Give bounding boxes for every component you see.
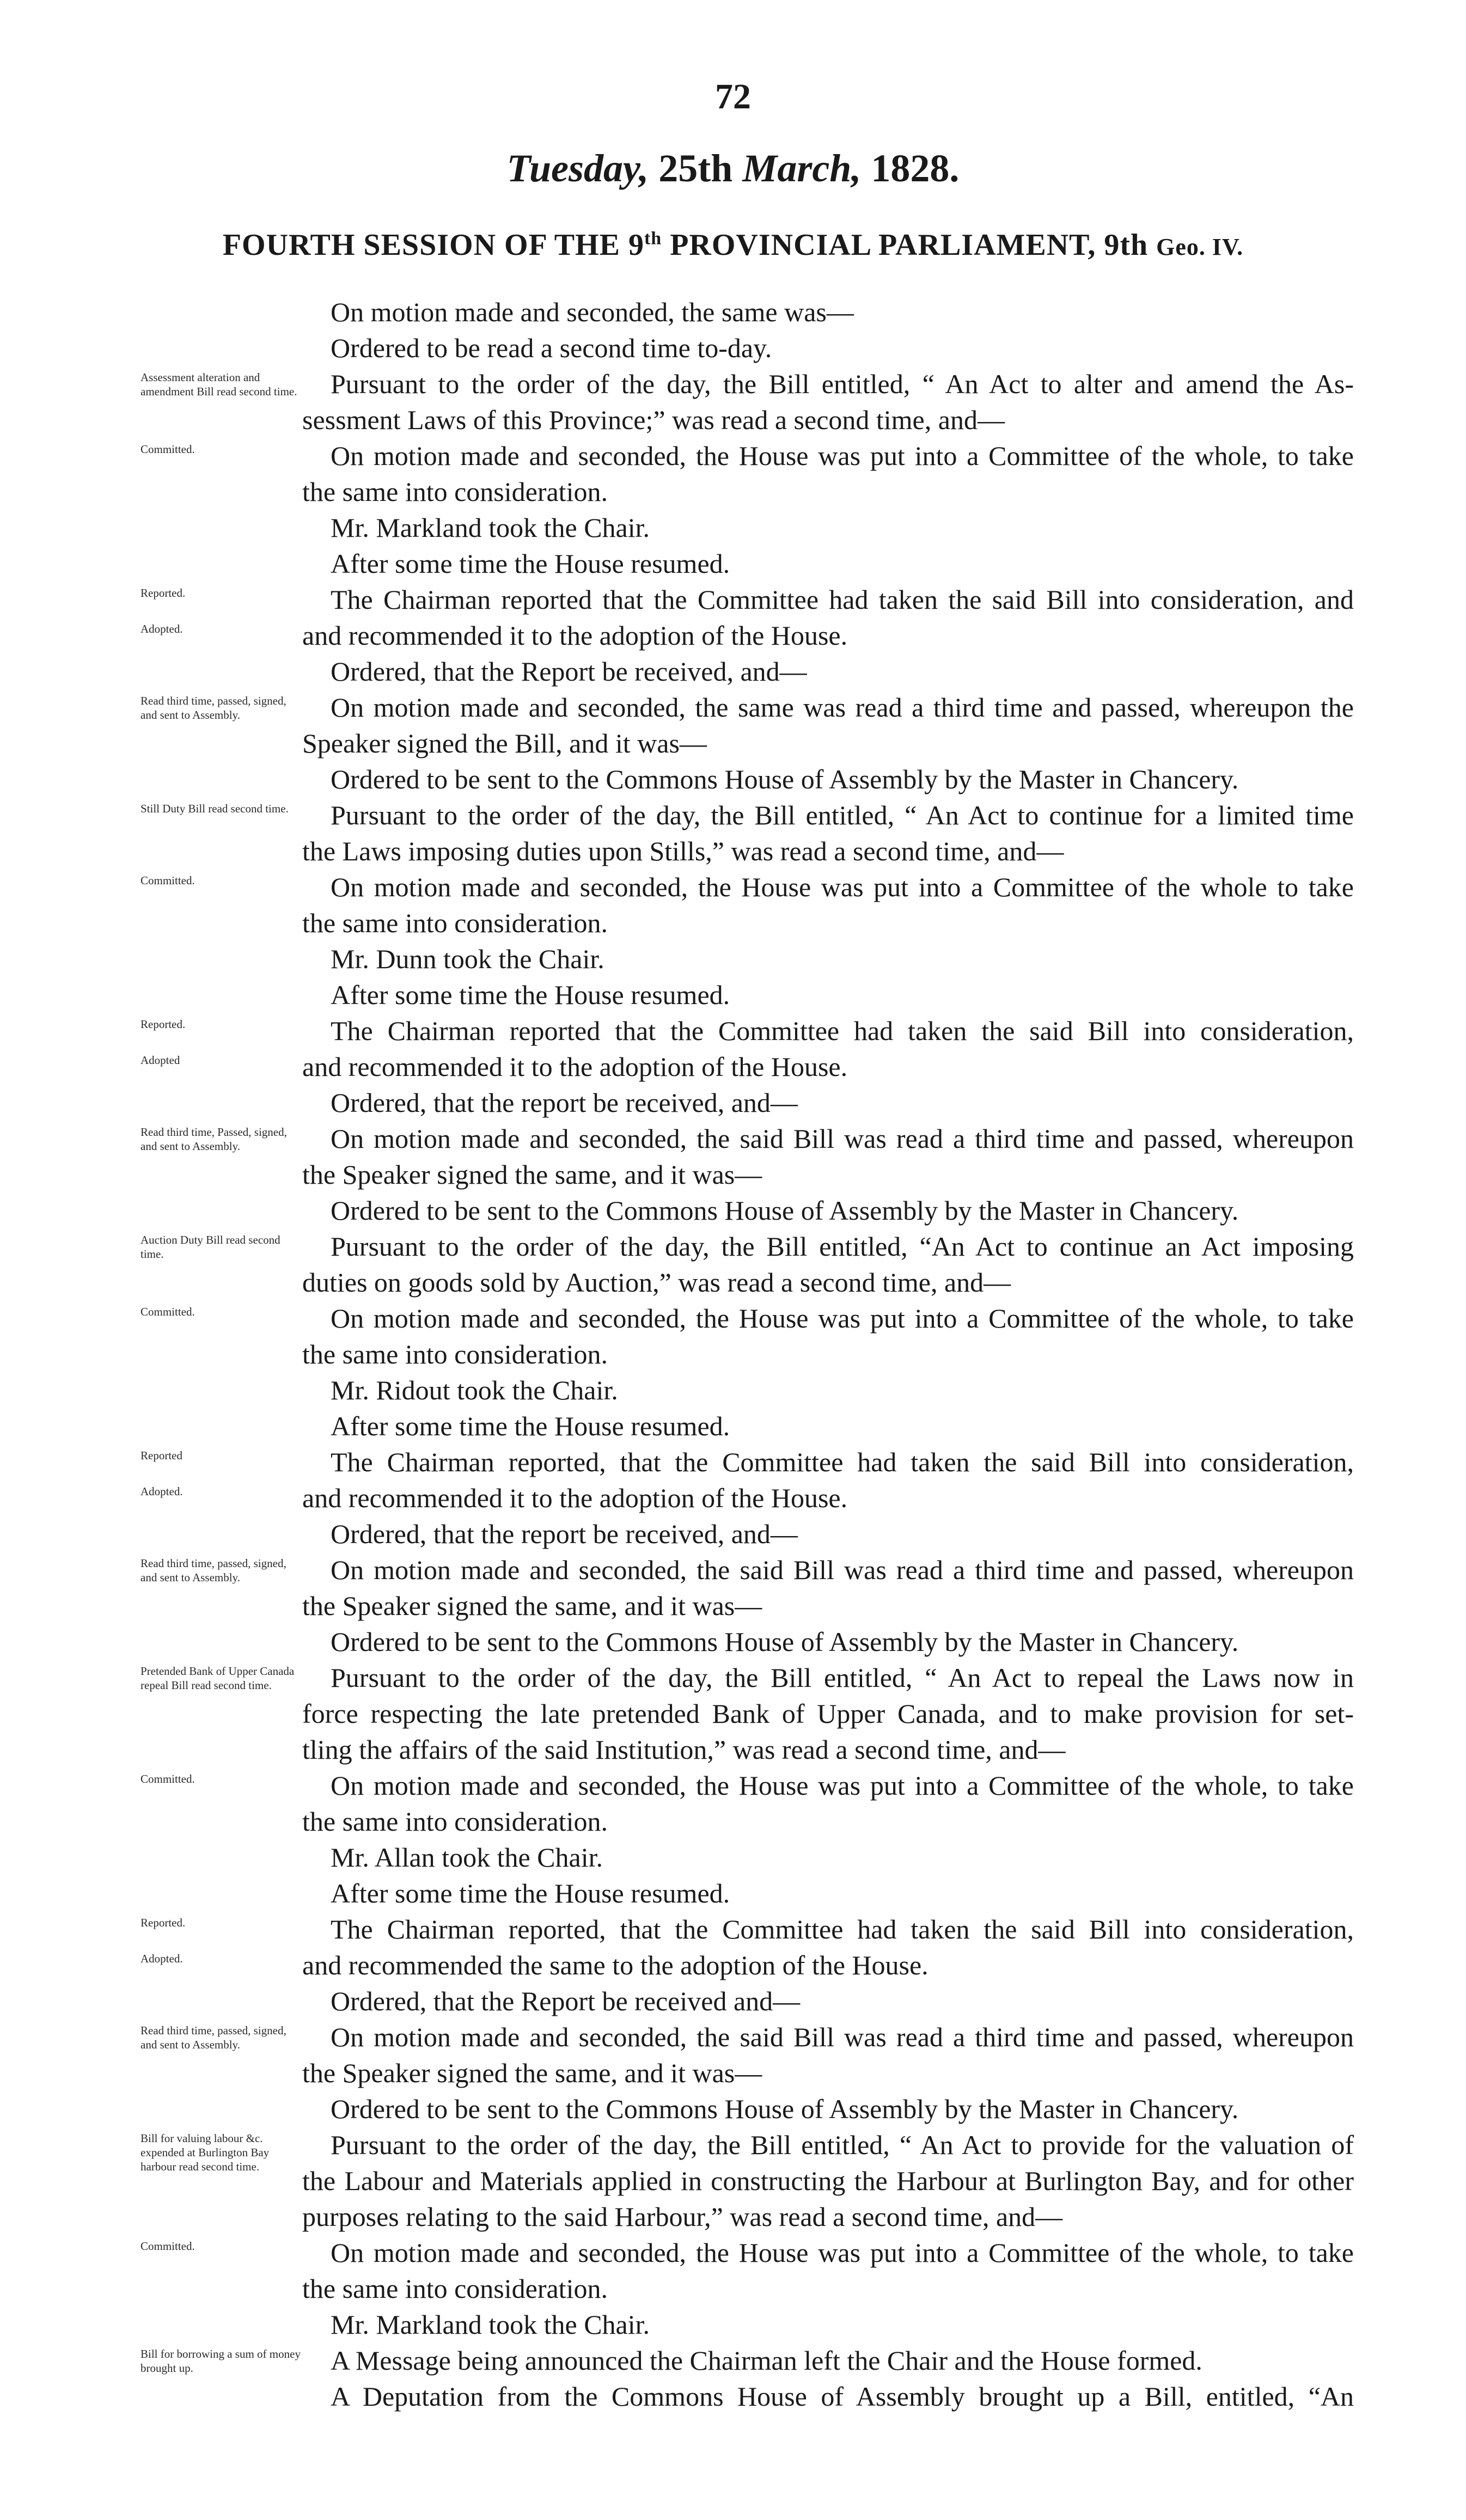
text-line bbox=[0, 1660, 1466, 1696]
text-line bbox=[0, 366, 1466, 402]
text-line bbox=[0, 1624, 1466, 1660]
text-line bbox=[0, 2271, 1466, 2307]
text-line bbox=[0, 510, 1466, 546]
text-line bbox=[0, 1121, 1466, 1157]
date-day: 25th bbox=[658, 146, 733, 190]
text-line bbox=[0, 294, 1466, 330]
line-text: After some time the House resumed. bbox=[331, 1878, 730, 1909]
text-line bbox=[0, 1444, 1466, 1480]
line-text: Pursuant to the order of the day, the Bill entitled, “ An Act to repeal the Laws now in bbox=[331, 1662, 1354, 1693]
marginal-note: Reported. bbox=[141, 1018, 186, 1031]
text-line bbox=[0, 1983, 1466, 2019]
text-line bbox=[0, 1803, 1466, 1839]
marginal-note: Committed. bbox=[141, 874, 195, 887]
line-text: the Laws imposing duties upon Stills,” was read a second time, and— bbox=[302, 836, 1064, 866]
line-text: and recommended it to the adoption of the House. bbox=[302, 1051, 848, 1082]
text-line bbox=[0, 1085, 1466, 1121]
line-text: On motion made and seconded, the House was put into a Committee of the whole, to take bbox=[331, 1770, 1354, 1801]
line-text: duties on goods sold by Auction,” was read a second time, and— bbox=[302, 1267, 1011, 1298]
marginal-note: Read third time, passed, signed, and sent to Assembly. bbox=[141, 2024, 286, 2051]
line-text: Mr. Allan took the Chair. bbox=[331, 1842, 603, 1873]
text-line bbox=[0, 1875, 1466, 1911]
line-text: the Speaker signed the same, and it was— bbox=[302, 2058, 762, 2088]
line-text: Ordered, that the report be received, and— bbox=[331, 1519, 798, 1549]
text-line bbox=[0, 833, 1466, 869]
marginal-note: Reported. bbox=[141, 586, 186, 600]
date-year: 1828. bbox=[871, 146, 960, 190]
line-text: On motion made and seconded, the said Bill was read a third time and passed, whereupon bbox=[331, 2022, 1354, 2052]
text-line bbox=[0, 1408, 1466, 1444]
line-text: The Chairman reported that the Committee had taken the said Bill into consideration, and bbox=[331, 584, 1354, 615]
marginal-note: Committed. bbox=[141, 2240, 195, 2253]
line-text: The Chairman reported that the Committee had taken the said Bill into consideration, bbox=[331, 1016, 1354, 1046]
text-line bbox=[0, 474, 1466, 510]
line-text: and recommended it to the adoption of the House. bbox=[302, 620, 848, 651]
line-text: purposes relating to the said Harbour,” was read a second time, and— bbox=[302, 2201, 1063, 2232]
line-text: sessment Laws of this Province;” was read a second time, and— bbox=[302, 405, 1005, 435]
text-line bbox=[0, 1911, 1466, 1947]
line-text: the same into consideration. bbox=[302, 908, 608, 938]
line-text: Ordered, that the Report be received, and— bbox=[331, 656, 807, 687]
text-line bbox=[0, 1588, 1466, 1624]
marginal-note: Committed. bbox=[141, 1305, 195, 1318]
line-text: the Labour and Materials applied in constructing the Harbour at Burlington Bay, and for other bbox=[302, 2166, 1354, 2196]
text-line bbox=[0, 617, 1466, 653]
text-line bbox=[0, 330, 1466, 366]
text-line bbox=[0, 1696, 1466, 1732]
page-number: 72 bbox=[715, 77, 751, 117]
date-heading bbox=[0, 146, 1466, 191]
text-line bbox=[0, 761, 1466, 797]
line-text: Ordered to be read a second time to-day. bbox=[331, 333, 772, 363]
line-text: The Chairman reported, that the Committee had taken the said Bill into consideration, bbox=[331, 1447, 1354, 1477]
marginal-note: Adopted. bbox=[141, 622, 183, 635]
session-title-main: FOURTH SESSION OF THE 9 bbox=[222, 228, 644, 262]
marginal-note: Reported bbox=[141, 1449, 182, 1462]
marginal-note: Read third time, passed, signed, and sent to Assembly. bbox=[141, 694, 286, 721]
text-line bbox=[0, 2342, 1466, 2378]
text-line bbox=[0, 1732, 1466, 1767]
line-text: the same into consideration. bbox=[302, 476, 608, 507]
line-text: On motion made and seconded, the House was put into a Committee of the whole, to take bbox=[331, 441, 1354, 471]
line-text: Pursuant to the order of the day, the Bill entitled, “ An Act to provide for the valuation of bbox=[331, 2130, 1354, 2160]
text-line bbox=[0, 1516, 1466, 1552]
line-text: Speaker signed the Bill, and it was— bbox=[302, 728, 707, 759]
line-text: On motion made and seconded, the House was put into a Committee of the whole, to take bbox=[331, 2237, 1354, 2268]
session-title bbox=[0, 228, 1466, 262]
text-line bbox=[0, 1013, 1466, 1049]
text-line bbox=[0, 1336, 1466, 1372]
marginal-note: Reported. bbox=[141, 1916, 186, 1929]
line-text: After some time the House resumed. bbox=[331, 980, 730, 1010]
line-text: Mr. Markland took the Chair. bbox=[331, 512, 650, 543]
text-line bbox=[0, 2235, 1466, 2271]
line-text: Pursuant to the order of the day, the Bill entitled, “An Act to continue an Act imposing bbox=[331, 1231, 1354, 1262]
marginal-note: Adopted. bbox=[141, 1952, 183, 1965]
text-line bbox=[0, 941, 1466, 977]
line-text: the same into consideration. bbox=[302, 2273, 608, 2304]
text-line bbox=[0, 582, 1466, 617]
line-text: A Deputation from the Commons House of Assembly brought up a Bill, entitled, “An bbox=[331, 2381, 1354, 2412]
text-line bbox=[0, 653, 1466, 689]
line-text: Ordered to be sent to the Commons House of Assembly by the Master in Chancery. bbox=[331, 1195, 1239, 1226]
line-text: and recommended it to the adoption of the House. bbox=[302, 1483, 848, 1513]
text-line bbox=[0, 1264, 1466, 1300]
line-text: Ordered to be sent to the Commons House of Assembly by the Master in Chancery. bbox=[331, 764, 1239, 794]
text-line bbox=[0, 1947, 1466, 1983]
line-text: On motion made and seconded, the said Bill was read a third time and passed, whereupon bbox=[331, 1123, 1354, 1154]
text-line bbox=[0, 1767, 1466, 1803]
text-line bbox=[0, 546, 1466, 582]
text-line bbox=[0, 2199, 1466, 2235]
marginal-note: Read third time, passed, signed, and sent to Assembly. bbox=[141, 1557, 286, 1584]
marginal-note: Read third time, Passed, signed, and sent to Assembly. bbox=[141, 1126, 287, 1153]
line-text: Pursuant to the order of the day, the Bill entitled, “ An Act to alter and amend the As- bbox=[331, 369, 1354, 399]
text-line bbox=[0, 2163, 1466, 2199]
marginal-note: Assessment alteration and amendment Bill read second time. bbox=[141, 371, 297, 398]
line-text: After some time the House resumed. bbox=[331, 548, 730, 579]
journal-body bbox=[0, 294, 1466, 2414]
text-line bbox=[0, 725, 1466, 761]
text-line bbox=[0, 1157, 1466, 1192]
marginal-note: Bill for valuing labour &c. expended at Burlington Bay harbour read second time. bbox=[141, 2132, 270, 2173]
marginal-note: Adopted bbox=[141, 1054, 180, 1067]
text-line bbox=[0, 1839, 1466, 1875]
line-text: A Message being announced the Chairman left the Chair and the House formed. bbox=[331, 2345, 1202, 2376]
text-line bbox=[0, 2091, 1466, 2127]
line-text: On motion made and seconded, the same was— bbox=[331, 297, 854, 327]
marginal-note: Bill for borrowing a sum of money brought up. bbox=[141, 2347, 301, 2375]
line-text: and recommended the same to the adoption of the House. bbox=[302, 1950, 929, 1980]
marginal-note: Committed. bbox=[141, 443, 195, 456]
text-line bbox=[0, 1480, 1466, 1516]
text-line bbox=[0, 977, 1466, 1013]
text-line bbox=[0, 402, 1466, 438]
line-text: The Chairman reported, that the Committee had taken the said Bill into consideration, bbox=[331, 1914, 1354, 1944]
text-line bbox=[0, 1192, 1466, 1228]
text-line bbox=[0, 1049, 1466, 1085]
line-text: force respecting the late pretended Bank of Upper Canada, and to make provision for set- bbox=[302, 1698, 1354, 1729]
text-line bbox=[0, 2055, 1466, 2091]
line-text: Ordered to be sent to the Commons House of Assembly by the Master in Chancery. bbox=[331, 1626, 1239, 1657]
text-line bbox=[0, 438, 1466, 474]
marginal-note: Still Duty Bill read second time. bbox=[141, 802, 289, 815]
marginal-note: Auction Duty Bill read second time. bbox=[141, 1233, 280, 1261]
text-line bbox=[0, 2307, 1466, 2342]
line-text: On motion made and seconded, the House was put into a Committee of the whole, to take bbox=[331, 1303, 1354, 1334]
line-text: Mr. Dunn took the Chair. bbox=[331, 944, 604, 974]
line-text: On motion made and seconded, the same was read a third time and passed, whereupon the bbox=[331, 692, 1354, 723]
line-text: On motion made and seconded, the House was put into a Committee of the whole to take bbox=[331, 872, 1354, 902]
line-text: Pursuant to the order of the day, the Bill entitled, “ An Act to continue for a limited time bbox=[331, 800, 1354, 830]
marginal-note: Adopted. bbox=[141, 1485, 183, 1498]
line-text: On motion made and seconded, the said Bill was read a third time and passed, whereupon bbox=[331, 1555, 1354, 1585]
session-title-mid: PROVINCIAL PARLIAMENT, 9th bbox=[662, 228, 1157, 262]
text-line bbox=[0, 689, 1466, 725]
line-text: the same into consideration. bbox=[302, 1806, 608, 1837]
date-weekday: Tuesday, bbox=[506, 146, 649, 190]
text-line bbox=[0, 905, 1466, 941]
line-text: After some time the House resumed. bbox=[331, 1411, 730, 1441]
text-line bbox=[0, 797, 1466, 833]
line-text: tling the affairs of the said Institution,” was read a second time, and— bbox=[302, 1734, 1066, 1765]
text-line bbox=[0, 1300, 1466, 1336]
text-line bbox=[0, 869, 1466, 905]
marginal-note: Committed. bbox=[141, 1772, 195, 1785]
text-line bbox=[0, 1372, 1466, 1408]
text-line bbox=[0, 1228, 1466, 1264]
line-text: the Speaker signed the same, and it was— bbox=[302, 1159, 762, 1190]
marginal-note: Pretended Bank of Upper Canada repeal Bill read second time. bbox=[141, 1665, 295, 1692]
line-text: the same into consideration. bbox=[302, 1339, 608, 1369]
session-title-sup: th bbox=[644, 228, 662, 249]
session-title-reign: Geo. IV. bbox=[1156, 234, 1244, 260]
line-text: Mr. Ridout took the Chair. bbox=[331, 1375, 618, 1405]
text-line bbox=[0, 2127, 1466, 2173]
line-text: Mr. Markland took the Chair. bbox=[331, 2309, 650, 2340]
date-month: March, bbox=[742, 146, 862, 190]
text-line bbox=[0, 2019, 1466, 2055]
text-line bbox=[0, 2378, 1466, 2414]
line-text: the Speaker signed the same, and it was— bbox=[302, 1591, 762, 1621]
line-text: Ordered to be sent to the Commons House of Assembly by the Master in Chancery. bbox=[331, 2094, 1239, 2124]
text-line bbox=[0, 1552, 1466, 1588]
line-text: Ordered, that the Report be received and— bbox=[331, 1986, 801, 2016]
line-text: Ordered, that the report be received, and— bbox=[331, 1087, 798, 1118]
